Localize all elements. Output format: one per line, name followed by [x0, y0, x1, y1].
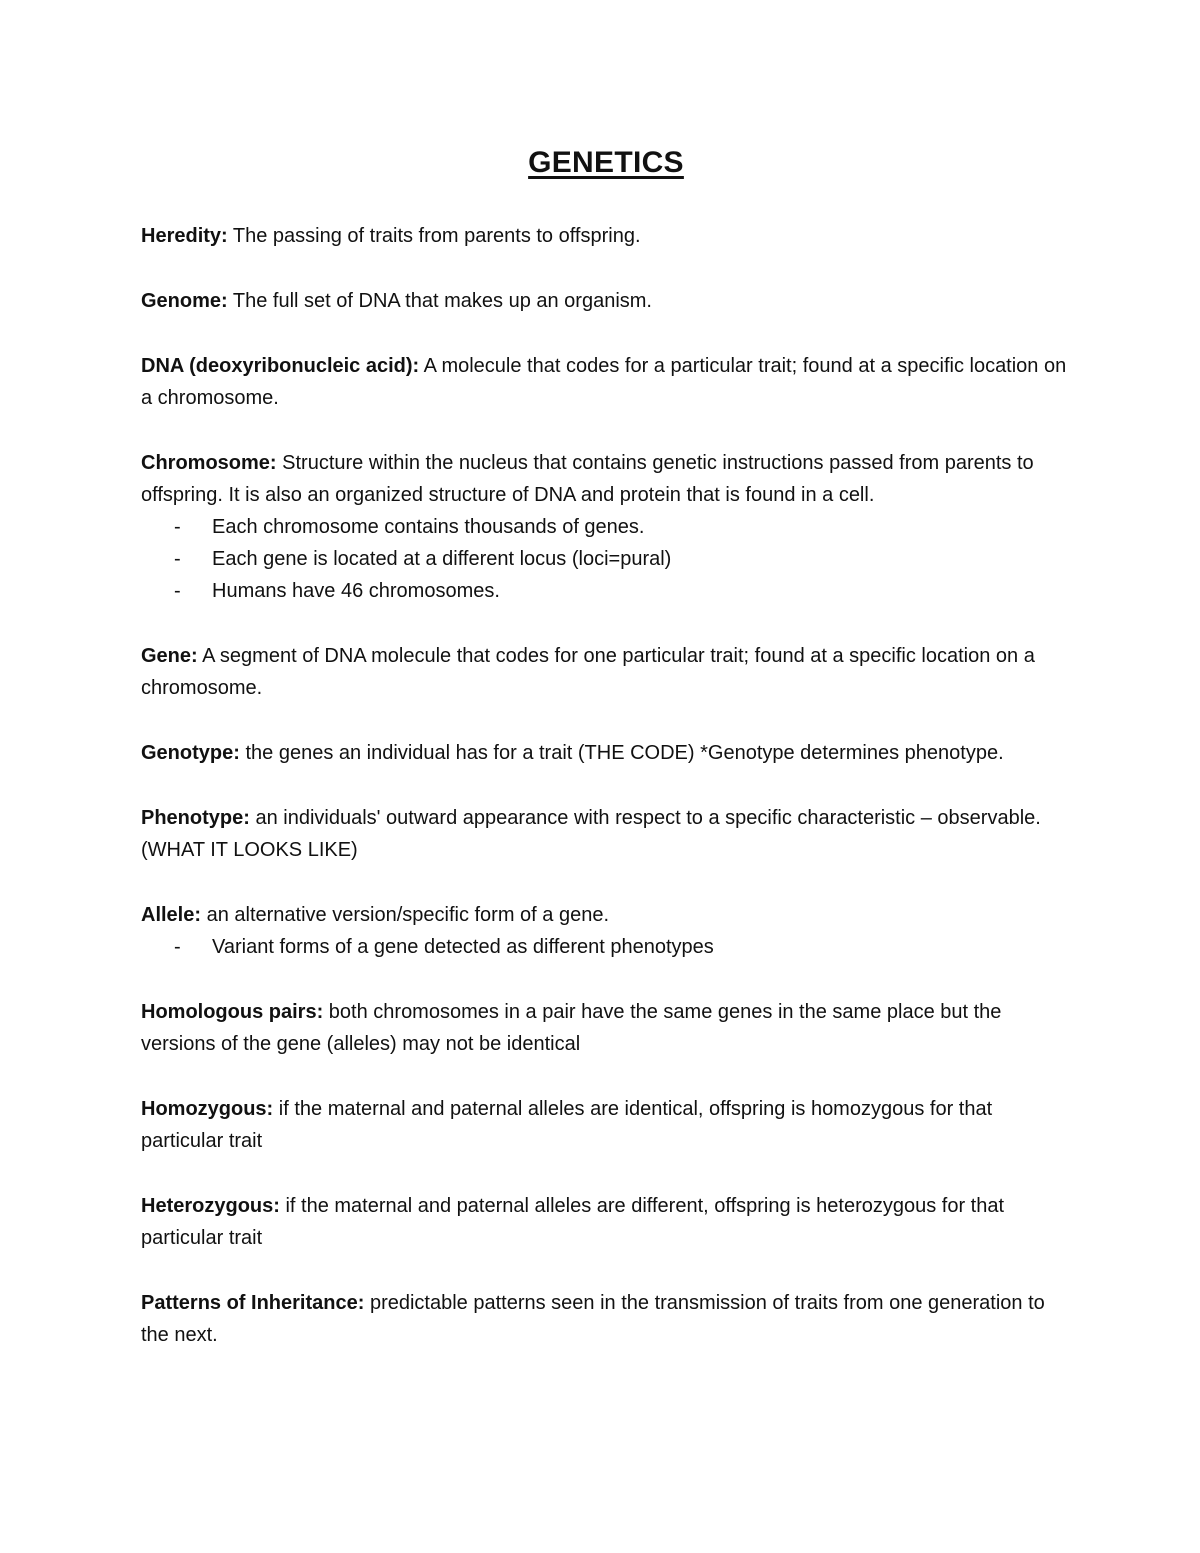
bullet-dash: -	[174, 548, 181, 570]
bullet-dash: -	[174, 580, 181, 602]
definition-entry	[141, 350, 1071, 414]
bullet-item	[141, 575, 1071, 607]
definition-text: A segment of DNA molecule that codes for one particular trait; found at a specific location on a chromosome.	[141, 645, 1035, 699]
bullet-item	[141, 931, 1071, 963]
definition-term: Gene:	[141, 645, 198, 667]
definition-entry	[141, 1093, 1071, 1157]
definition-term: Homologous pairs:	[141, 1001, 324, 1023]
definition-entry	[141, 447, 1071, 607]
definition-entry	[141, 996, 1071, 1060]
bullet-text: Humans have 46 chromosomes.	[212, 580, 500, 602]
bullet-list	[141, 931, 1071, 963]
bullet-item	[141, 543, 1071, 575]
bullet-list	[141, 511, 1071, 607]
definition-entry	[141, 640, 1071, 704]
definition-text: The full set of DNA that makes up an organism.	[232, 290, 652, 312]
definition-entry	[141, 1190, 1071, 1254]
definition-term: Patterns of Inheritance:	[141, 1292, 365, 1314]
definition-text: Structure within the nucleus that contains genetic instructions passed from parents to offspring. It is also an organized structure of DNA and protein that is found in a cell.	[141, 452, 1034, 506]
definition-text: The passing of traits from parents to offspring.	[232, 225, 641, 247]
page-title: GENETICS	[528, 146, 684, 179]
bullet-text: Each gene is located at a different locus (loci=pural)	[212, 548, 672, 570]
definition-term: DNA (deoxyribonucleic acid):	[141, 355, 420, 377]
definition-term: Chromosome:	[141, 452, 277, 474]
definition-text: A molecule that codes for a particular trait; found at a specific location on a chromosome.	[141, 355, 1067, 409]
definition-text: the genes an individual has for a trait (THE CODE) *Genotype determines phenotype.	[245, 742, 1004, 764]
definitions-list	[141, 220, 1071, 1351]
definition-text: both chromosomes in a pair have the same genes in the same place but the versions of the gene (alleles) may not be identical	[141, 1001, 1002, 1055]
document-page	[141, 140, 1071, 1384]
definition-term: Phenotype:	[141, 807, 250, 829]
definition-entry	[141, 737, 1071, 769]
bullet-item	[141, 511, 1071, 543]
definition-term: Genotype:	[141, 742, 240, 764]
definition-term: Allele:	[141, 904, 202, 926]
definition-entry	[141, 220, 1071, 252]
definition-text: an alternative version/specific form of a gene.	[206, 904, 610, 926]
definition-term: Heterozygous:	[141, 1195, 280, 1217]
bullet-text: Each chromosome contains thousands of genes.	[212, 516, 645, 538]
definition-entry	[141, 285, 1071, 317]
definition-text: predictable patterns seen in the transmission of traits from one generation to the next.	[141, 1292, 1045, 1346]
definition-text: if the maternal and paternal alleles are different, offspring is heterozygous for that particular trait	[141, 1195, 1005, 1249]
definition-entry	[141, 1287, 1071, 1351]
bullet-dash: -	[174, 936, 181, 958]
definition-term: Homozygous:	[141, 1098, 274, 1120]
definition-text: an individuals' outward appearance with respect to a specific characteristic – observable. (WHAT IT LOOKS LIKE)	[141, 807, 1041, 861]
definition-entry	[141, 899, 1071, 963]
definition-term: Heredity:	[141, 225, 228, 247]
definition-term: Genome:	[141, 290, 228, 312]
definition-text: if the maternal and paternal alleles are identical, offspring is homozygous for that particular trait	[141, 1098, 993, 1152]
definition-entry	[141, 802, 1071, 866]
bullet-text: Variant forms of a gene detected as different phenotypes	[212, 936, 714, 958]
bullet-dash: -	[174, 516, 181, 538]
